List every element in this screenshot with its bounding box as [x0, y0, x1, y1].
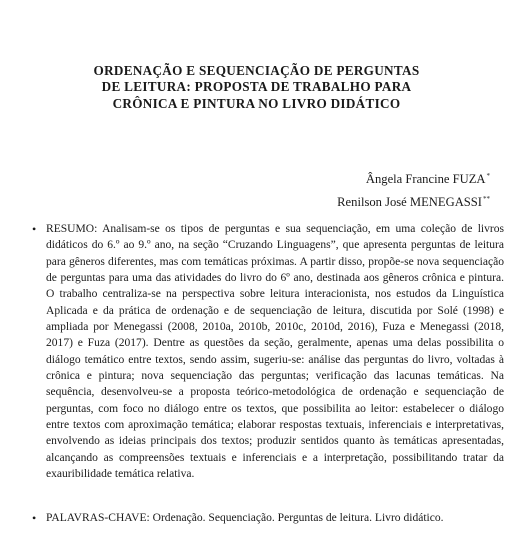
keywords-section — [32, 510, 504, 526]
keywords-text: PALAVRAS-CHAVE: Ordenação. Sequenciação. Perguntas de leitura. Livro didático. — [46, 512, 444, 524]
article-title — [40, 63, 473, 112]
author-list — [337, 166, 490, 212]
title-line-1: ORDENAÇÃO E SEQUENCIAÇÃO DE PERGUNTAS — [93, 63, 420, 78]
title-line-2: DE LEITURA: PROPOSTA DE TRABALHO PARA — [101, 79, 412, 95]
abstract-bullet: • — [32, 222, 37, 236]
author-1-footnote-mark: * — [486, 172, 490, 180]
abstract-section — [32, 221, 504, 483]
abstract-text: RESUMO: Analisam-se os tipos de perguntas e sua sequenciação, em uma coleção de livros didáticos do 6.º ao 9.º ano, na seção “Cruzando Linguagens”, que apresenta perguntas de leitura para gêneros diferentes, mas com temáticas próximas. A partir disso, propõe-se nova sequenciação de perguntas para uma das atividades do livro do 6º ano, destinada aos gêneros crônica e pintura. O trabalho centraliza-se na perspectiva sobre leitura interacionista, nos estudos da Linguística Aplicada e da prática de ordenação e de sequenciação de leitura, discutida por Solé (1998) e ampliada por Menegassi (2008, 2010a, 2010b, 2010c, 2010d, 2016), Fuza e Menegassi (2018, 2017) e Fuza (2017). Dentre as questões da seção, geralmente, apenas uma delas possibilita o diálogo temático entre textos, sendo assim, sugeriu-se: análise das perguntas do livro, voltadas à crônica e pintura; nova sequenciação das perguntas; verificação das lacunas temáticas. Na sequência, desenvolveu-se a proposta teórico-metodológica de ordenação e sequenciação de perguntas, com foco no diálogo entre os textos, que possibilita ao leitor: estabelecer o diálogo entre textos com aproximação temática; elaborar respostas textuais, inferenciais e interpretativas, envolvendo as ideias principais dos textos; produzir sentidos quanto às temáticas apresentadas, alcançando as compreensões textuais e inferenciais e a interpretação, possibilitando tratar da exauribilidade temática relativa. — [46, 223, 504, 481]
author-1 — [337, 166, 490, 189]
author-2 — [337, 189, 490, 212]
author-1-name: Ângela Francine FUZA — [365, 172, 486, 186]
keywords-bullet: • — [32, 511, 37, 525]
author-2-footnote-mark: ** — [483, 195, 490, 203]
title-line-3: CRÔNICA E PINTURA NO LIVRO DIDÁTICO — [112, 95, 401, 111]
author-2-name: Renilson José MENEGASSI — [337, 195, 482, 209]
